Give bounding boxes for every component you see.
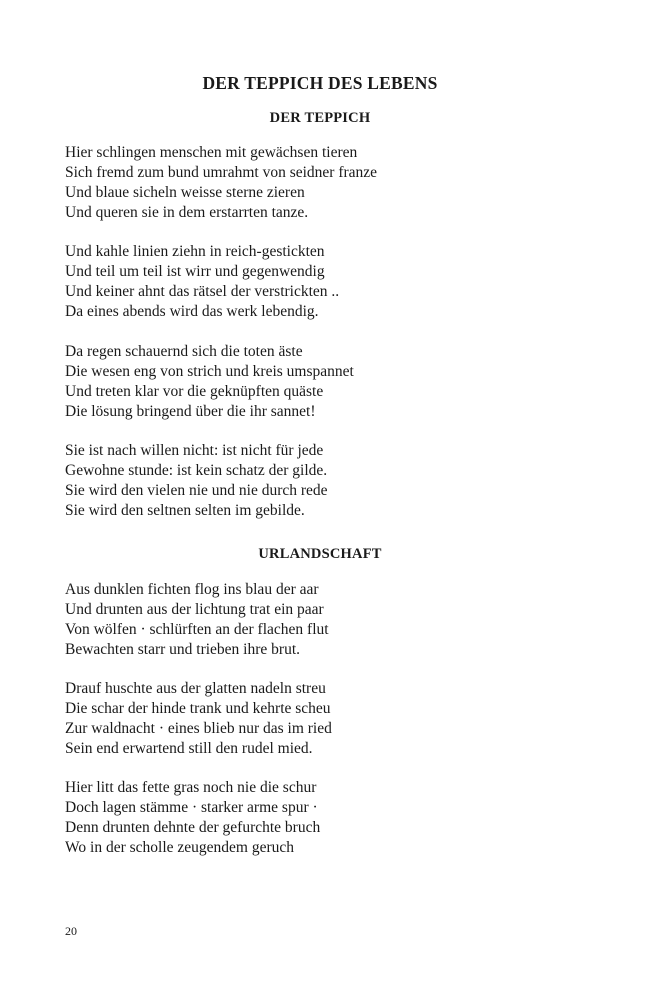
verse-line: Hier schlingen menschen mit gewächsen tieren xyxy=(65,144,358,161)
verse-line: Da eines abends wird das werk lebendig. xyxy=(65,303,319,320)
verse-line: Doch lagen stämme · starker arme spur · xyxy=(65,799,318,816)
verse-line: Und kahle linien ziehn in reich-gestickten xyxy=(65,243,325,260)
verse-line: Sich fremd zum bund umrahmt von seidner franze xyxy=(65,164,378,181)
poem-1-stanza-3 xyxy=(65,342,625,422)
verse-line: Und teil um teil ist wirr und gegenwendig xyxy=(65,263,325,280)
verse-line: Aus dunklen fichten flog ins blau der aar xyxy=(65,581,319,598)
verse-line: Denn drunten dehnte der gefurchte bruch xyxy=(65,819,321,836)
verse-line: Und queren sie in dem erstarrten tanze. xyxy=(65,204,309,221)
poem-1-stanza-4 xyxy=(65,441,625,521)
poem-title-der-teppich: DER TEPPICH xyxy=(269,110,371,126)
verse-line: Bewachten starr und trieben ihre brut. xyxy=(65,641,300,658)
page-number: 20 xyxy=(65,924,77,938)
poem-1-stanza-2 xyxy=(65,242,625,322)
verse-line: Drauf huschte aus der glatten nadeln streu xyxy=(65,680,326,697)
verse-line: Sie wird den vielen nie und nie durch rede xyxy=(65,482,328,499)
book-title: DER TEPPICH DES LEBENS xyxy=(202,73,438,93)
verse-line: Sein end erwartend still den rudel mied. xyxy=(65,740,313,757)
poem-2-stanza-3 xyxy=(65,778,625,858)
verse-line: Sie wird den seltnen selten im gebilde. xyxy=(65,502,305,519)
verse-line: Die schar der hinde trank und kehrte scheu xyxy=(65,700,331,717)
verse-line: Wo in der scholle zeugendem geruch xyxy=(65,839,295,856)
verse-line: Zur waldnacht · eines blieb nur das im ried xyxy=(65,720,332,737)
verse-line: Von wölfen · schlürften an der flachen flut xyxy=(65,621,329,638)
verse-line: Die lösung bringend über die ihr sannet! xyxy=(65,403,316,420)
verse-line: Die wesen eng von strich und kreis umspannet xyxy=(65,363,354,380)
verse-line: Hier litt das fette gras noch nie die schur xyxy=(65,779,317,796)
poem-title-urlandschaft: URLANDSCHAFT xyxy=(258,546,382,562)
verse-line: Und treten klar vor die geknüpften quäste xyxy=(65,383,324,400)
verse-line: Und drunten aus der lichtung trat ein paar xyxy=(65,601,324,618)
poem-1-stanza-1 xyxy=(65,143,625,223)
verse-line: Sie ist nach willen nicht: ist nicht für jede xyxy=(65,442,324,459)
verse-line: Da regen schauernd sich die toten äste xyxy=(65,343,303,360)
poem-2-stanza-1 xyxy=(65,580,625,660)
poem-2-stanza-2 xyxy=(65,679,625,759)
verse-line: Und blaue sicheln weisse sterne zieren xyxy=(65,184,305,201)
verse-line: Gewohne stunde: ist kein schatz der gilde. xyxy=(65,462,328,479)
verse-line: Und keiner ahnt das rätsel der verstrickten .. xyxy=(65,283,340,300)
